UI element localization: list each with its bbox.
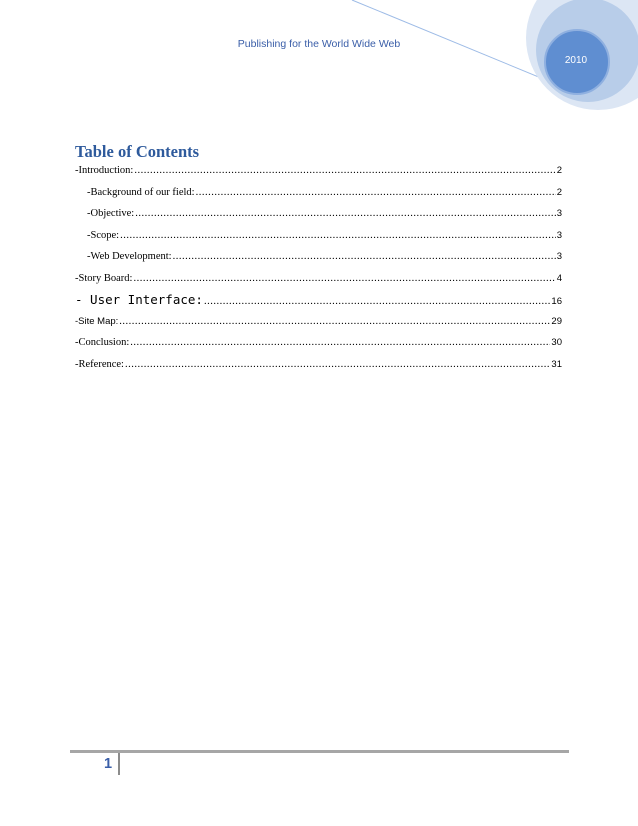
toc-entry-label: -Scope: xyxy=(87,229,120,241)
toc-entry-page: 3 xyxy=(556,208,562,219)
toc-entry-conclusion[interactable] xyxy=(75,332,562,354)
toc-leader-dots xyxy=(125,354,550,376)
toc-entry-label: -Objective: xyxy=(87,208,135,219)
table-of-contents xyxy=(75,160,562,375)
toc-entry-page: 3 xyxy=(556,229,562,241)
header-year: 2010 xyxy=(564,55,588,66)
toc-leader-dots xyxy=(135,203,555,225)
toc-entry-label: -Web Development: xyxy=(87,251,172,262)
toc-entry-introduction[interactable] xyxy=(75,160,562,182)
toc-entry-page: 4 xyxy=(556,272,562,284)
toc-entry-scope[interactable] xyxy=(75,225,562,247)
toc-heading: Table of Contents xyxy=(75,142,200,161)
toc-entry-label: - User Interface: xyxy=(75,292,203,307)
toc-leader-dots xyxy=(120,225,556,247)
toc-entry-story-board[interactable] xyxy=(75,268,562,290)
toc-entry-page: 31 xyxy=(551,358,562,370)
header-title: Publishing for the World Wide Web xyxy=(237,38,401,50)
toc-leader-dots xyxy=(119,311,550,333)
footer-divider xyxy=(118,753,120,775)
footer-rule xyxy=(70,750,569,753)
toc-entry-label: -Conclusion: xyxy=(75,337,130,348)
toc-entry-objective[interactable] xyxy=(75,203,562,225)
toc-entry-page: 16 xyxy=(551,296,562,307)
toc-leader-dots xyxy=(204,291,550,313)
toc-entry-label: -Background of our field: xyxy=(87,186,195,198)
toc-entry-page: 2 xyxy=(556,165,562,176)
toc-entry-reference[interactable] xyxy=(75,354,562,376)
toc-leader-dots xyxy=(196,182,556,204)
toc-entry-web-development[interactable] xyxy=(75,246,562,268)
toc-entry-page: 2 xyxy=(556,186,562,198)
toc-entry-background[interactable] xyxy=(75,182,562,204)
toc-entry-page: 29 xyxy=(551,315,562,327)
toc-entry-label: -Site Map: xyxy=(75,315,119,327)
toc-leader-dots xyxy=(134,160,555,182)
toc-entry-site-map[interactable] xyxy=(75,311,562,333)
toc-entry-label: -Introduction: xyxy=(75,165,134,176)
toc-entry-label: -Story Board: xyxy=(75,272,133,284)
toc-entry-page: 30 xyxy=(551,337,562,348)
toc-entry-user-interface[interactable] xyxy=(75,289,562,311)
toc-leader-dots xyxy=(133,268,555,290)
toc-leader-dots xyxy=(130,332,550,354)
page-number: 1 xyxy=(103,756,113,772)
toc-leader-dots xyxy=(173,246,556,268)
toc-entry-page: 3 xyxy=(556,251,562,262)
toc-entry-label: -Reference: xyxy=(75,358,124,370)
